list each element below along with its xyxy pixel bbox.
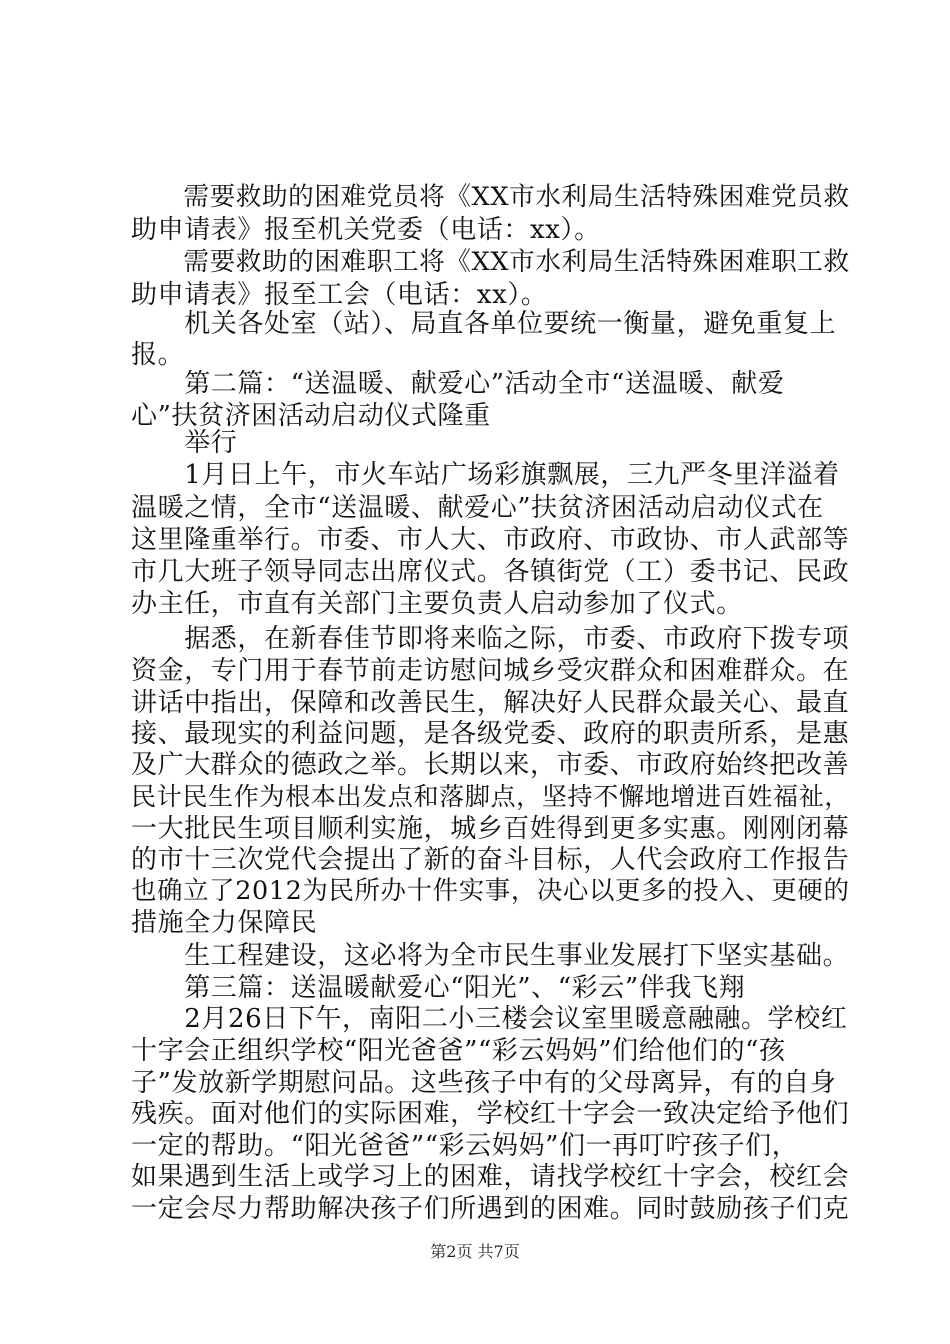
- text-line: 第三篇：送温暖献爱心“阳光”、“彩云”伴我飞翔: [131, 973, 746, 1003]
- text-line: 需要救助的困难党员将《XX市水利局生活特殊困难党员救: [131, 182, 850, 212]
- text-line: 一定的帮助。“阳光爸爸”“彩云妈妈”们一再叮咛孩子们，: [131, 1131, 799, 1161]
- text-line: 的市十三次党代会提出了新的奋斗目标，人代会政府工作报告: [131, 845, 850, 875]
- text-line: 举行: [131, 428, 238, 458]
- text-line: 据悉，在新春佳节即将来临之际，市委、市政府下拨专项: [131, 624, 850, 654]
- text-line: 民计民生作为根本出发点和落脚点，坚持不懈地增进百姓福祉，: [131, 782, 850, 811]
- page-footer: 第2页 共7页: [430, 1242, 520, 1261]
- text-line: 子”发放新学期慰问品。这些孩子中有的父母离异，有的自身: [131, 1068, 837, 1098]
- text-line: 残疾。面对他们的实际困难，学校红十字会一致决定给予他们: [131, 1099, 850, 1129]
- text-line: 市几大班子领导同志出席仪式。各镇街党（工）委书记、民政: [131, 557, 850, 587]
- text-line: 办主任，市直有关部门主要负责人启动参加了仪式。: [131, 589, 743, 619]
- text-line: 讲话中指出，保障和改善民生，解决好人民群众最关心、最直: [131, 688, 850, 718]
- text-line: 生工程建设，这必将为全市民生事业发展打下坚实基础。: [131, 941, 850, 971]
- text-line: 措施全力保障民: [131, 908, 318, 938]
- text-line: 第二篇：“送温暖、献爱心”活动全市“送温暖、献爱: [131, 369, 785, 399]
- text-line: 助申请表》报至工会（电话：xx）。: [131, 280, 548, 310]
- text-line: 机关各处室（站）、局直各单位要统一衡量，避免重复上: [131, 309, 837, 339]
- text-line: 温暖之情，全市“送温暖、献爱心”扶贫济困活动启动仪式在: [131, 493, 824, 523]
- text-line: 心”扶贫济困活动启动仪式隆重: [131, 401, 491, 431]
- text-line: 十字会正组织学校“阳光爸爸”“彩云妈妈”们给他们的“孩: [131, 1036, 786, 1066]
- text-line: 2月26日下午，南阳二小三楼会议室里暖意融融。学校红: [131, 1004, 848, 1034]
- text-line: 一定会尽力帮助解决孩子们所遇到的困难。同时鼓励孩子们克: [131, 1194, 850, 1224]
- text-line: 资金，专门用于春节前走访慰问城乡受灾群众和困难群众。在: [131, 656, 850, 686]
- text-line: 及广大群众的德政之举。长期以来，市委、市政府始终把改善: [131, 750, 850, 780]
- text-line: 这里隆重举行。市委、市人大、市政府、市政协、市人武部等: [131, 525, 850, 555]
- text-line: 也确立了2012为民所办十件实事，决心以更多的投入、更硬的: [131, 876, 850, 906]
- text-line: 报。: [131, 340, 185, 370]
- text-line: 一大批民生项目顺利实施，城乡百姓得到更多实惠。刚刚闭幕: [131, 814, 850, 844]
- text-line: 如果遇到生活上或学习上的困难，请找学校红十字会，校红会: [131, 1162, 850, 1192]
- text-line: 1月日上午，市火车站广场彩旗飘展，三九严冬里洋溢着: [131, 460, 840, 490]
- text-line: 助申请表》报至机关党委（电话：xx）。: [131, 215, 601, 245]
- text-line: 接、最现实的利益问题，是各级党委、政府的职责所系，是惠: [131, 719, 850, 749]
- text-line: 需要救助的困难职工将《XX市水利局生活特殊困难职工救: [131, 247, 850, 277]
